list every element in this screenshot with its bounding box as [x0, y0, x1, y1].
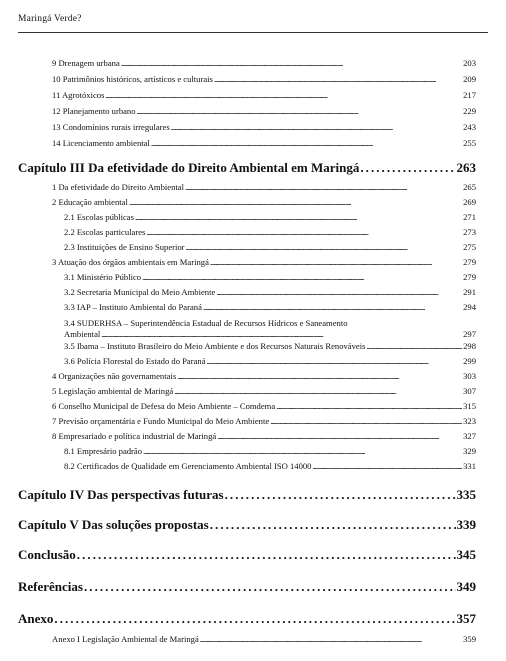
toc-entry[interactable]: [64, 302, 476, 312]
toc-entry-label: 12 Planejamento urbano: [52, 106, 136, 116]
dot-leader: [312, 461, 462, 471]
toc-page-number: 294: [463, 302, 476, 312]
dot-leader: [186, 242, 463, 252]
toc-entry-label: 3 Atuação dos órgãos ambientais em Maringá: [52, 257, 209, 267]
toc-page-number: 327: [463, 431, 476, 441]
dot-leader: [216, 287, 462, 297]
toc-entry[interactable]: [64, 227, 476, 237]
toc-entry[interactable]: [64, 242, 476, 252]
dot-leader: [366, 341, 462, 351]
toc-page-number: 291: [463, 287, 476, 297]
toc-entry-label: 9 Drenagem urbana: [52, 58, 120, 68]
toc-entry-label: Anexo I Legislação Ambiental de Maringá: [52, 634, 199, 644]
toc-entry[interactable]: [52, 58, 476, 68]
chapter-5-entry[interactable]: [18, 517, 476, 533]
toc-entry[interactable]: [52, 90, 476, 100]
conclusao-entry[interactable]: [18, 547, 476, 563]
dot-leader: [207, 356, 463, 366]
toc-entry[interactable]: [52, 257, 476, 267]
toc-page-number: 279: [463, 257, 476, 267]
toc-entry-label: 3.1 Ministério Público: [64, 272, 142, 282]
toc-page-number: 315: [463, 401, 476, 411]
toc-entry-label: 3.4 SUDERHSA – Superintendência Estadual de Recursos Hídricos e Saneamento: [64, 318, 348, 328]
toc-page-number: 263: [456, 160, 476, 175]
dot-leader: [225, 487, 456, 503]
dot-leader: [200, 634, 462, 644]
toc-page-number: 323: [463, 416, 476, 426]
toc-page-number: 217: [463, 90, 476, 100]
toc-page-number: 335: [456, 487, 476, 502]
toc-entry-label: Capítulo IV Das perspectivas futuras: [18, 487, 224, 502]
dot-leader: [360, 160, 455, 176]
toc-page-number: 255: [463, 138, 476, 148]
toc-entry-label: 14 Licenciamento ambiental: [52, 138, 150, 148]
toc-page-number: 273: [463, 227, 476, 237]
toc-entry-label: Ambiental: [64, 329, 101, 339]
toc-page-number: 271: [463, 212, 476, 222]
toc-entry-label: 2.1 Escolas públicas: [64, 212, 134, 222]
toc-entry[interactable]: [64, 341, 476, 351]
dot-leader: [151, 138, 462, 148]
toc-page-number: 307: [463, 386, 476, 396]
toc-entry[interactable]: [52, 416, 476, 426]
toc-entry-label: 6 Conselho Municipal de Defesa do Meio Ambiente – Comdema: [52, 401, 276, 411]
toc-entry-label: 5 Legislação ambiental de Maringá: [52, 386, 174, 396]
toc-entry-label: 3.2 Secretaria Municipal do Meio Ambiente: [64, 287, 216, 297]
toc-entry-label: 8 Empresariado e política industrial de Maringá: [52, 431, 217, 441]
toc-entry-label: 2.3 Instituições de Ensino Superior: [64, 242, 185, 252]
toc-entry-label: 13 Condomínios rurais irregulares: [52, 122, 170, 132]
toc-page-number: 298: [463, 341, 476, 351]
dot-leader: [185, 182, 462, 192]
referencias-entry[interactable]: [18, 579, 476, 595]
toc-entry-label: Capítulo III Da efetividade do Direito Ambiental em Maringá: [18, 160, 360, 175]
toc-page-number: 357: [456, 611, 476, 626]
dot-leader: [135, 212, 462, 222]
toc-page-number: 229: [463, 106, 476, 116]
dot-leader: [54, 611, 455, 627]
toc-entry[interactable]: [64, 329, 476, 339]
toc-entry-label: Anexo: [18, 611, 54, 626]
toc-page-number: 299: [463, 356, 476, 366]
toc-entry-label: 4 Organizações não governamentais: [52, 371, 177, 381]
toc-entry[interactable]: [52, 106, 476, 116]
toc-entry[interactable]: [52, 634, 476, 644]
toc-entry[interactable]: [64, 356, 476, 366]
dot-leader: [101, 329, 462, 339]
toc-page-number: 265: [463, 182, 476, 192]
toc-entry-label: Capítulo V Das soluções propostas: [18, 517, 209, 532]
toc-page-number: 345: [456, 547, 476, 562]
toc-page-number: 275: [463, 242, 476, 252]
dot-leader: [177, 371, 462, 381]
toc-page-number: 209: [463, 74, 476, 84]
toc-page-number: 329: [463, 446, 476, 456]
toc-entry-label: 11 Agrotóxicos: [52, 90, 105, 100]
toc-entry[interactable]: [52, 431, 476, 441]
dot-leader: [129, 197, 462, 207]
toc-page-number: 331: [463, 461, 476, 471]
dot-leader: [174, 386, 462, 396]
dot-leader: [214, 74, 462, 84]
dot-leader: [210, 517, 456, 533]
dot-leader: [276, 401, 462, 411]
dot-leader: [142, 272, 462, 282]
dot-leader: [203, 302, 462, 312]
toc-page-number: 303: [463, 371, 476, 381]
header-rule: [18, 32, 488, 33]
toc-entry-label: Referências: [18, 579, 83, 594]
toc-entry[interactable]: [52, 122, 476, 132]
toc-entry-label: 2.2 Escolas particulares: [64, 227, 146, 237]
toc-entry[interactable]: [52, 74, 476, 84]
toc-page-number: 359: [463, 634, 476, 644]
dot-leader: [105, 90, 462, 100]
dot-leader: [121, 58, 462, 68]
toc-entry-label: Conclusão: [18, 547, 76, 562]
toc-entry[interactable]: [52, 138, 476, 148]
toc-entry[interactable]: [52, 182, 476, 192]
toc-entry-label: 2 Educação ambiental: [52, 197, 128, 207]
toc-entry[interactable]: [52, 197, 476, 207]
toc-entry-label: 8.1 Empresário padrão: [64, 446, 143, 456]
toc-entry-label: 1 Da efetividade do Direito Ambiental: [52, 182, 184, 192]
toc-entry[interactable]: [52, 401, 476, 411]
dot-leader: [217, 431, 462, 441]
chapter-4-entry[interactable]: [18, 487, 476, 503]
toc-page-number: 339: [456, 517, 476, 532]
dot-leader: [137, 106, 463, 116]
dot-leader: [171, 122, 462, 132]
toc-entry[interactable]: [64, 446, 476, 456]
toc-page-number: 279: [463, 272, 476, 282]
toc-entry[interactable]: [64, 461, 476, 471]
running-header: Maringá Verde?: [18, 14, 82, 24]
toc-entry[interactable]: [64, 212, 476, 222]
dot-leader: [270, 416, 462, 426]
toc-entry[interactable]: [64, 287, 476, 297]
chapter-3-entry[interactable]: [18, 160, 476, 176]
toc-entry[interactable]: [52, 371, 476, 381]
toc-page-number: 297: [463, 329, 476, 339]
toc-entry-label: 3.3 IAP – Instituto Ambiental do Paraná: [64, 302, 202, 312]
dot-leader: [210, 257, 462, 267]
toc-entry-label: 10 Patrimônios históricos, artísticos e culturais: [52, 74, 213, 84]
dot-leader: [146, 227, 462, 237]
toc-entry-label: 8.2 Certificados de Qualidade em Gerenciamento Ambiental ISO 14000: [64, 461, 312, 471]
toc-entry-label: 7 Previsão orçamentária e Fundo Municipal do Meio Ambiente: [52, 416, 270, 426]
toc-page-number: 243: [463, 122, 476, 132]
toc-page-number: 349: [456, 579, 476, 594]
toc-entry-label: 3.5 Ibama – Instituto Brasileiro do Meio Ambiente e dos Recursos Naturais Renováveis: [64, 341, 366, 351]
dot-leader: [77, 547, 456, 563]
toc-entry[interactable]: [52, 386, 476, 396]
toc-entry-label: 3.6 Polícia Florestal do Estado do Paraná: [64, 356, 206, 366]
toc-page-number: 203: [463, 58, 476, 68]
anexo-entry[interactable]: [18, 611, 476, 627]
toc-entry[interactable]: [64, 272, 476, 282]
toc-page-number: 269: [463, 197, 476, 207]
dot-leader: [84, 579, 456, 595]
dot-leader: [143, 446, 462, 456]
